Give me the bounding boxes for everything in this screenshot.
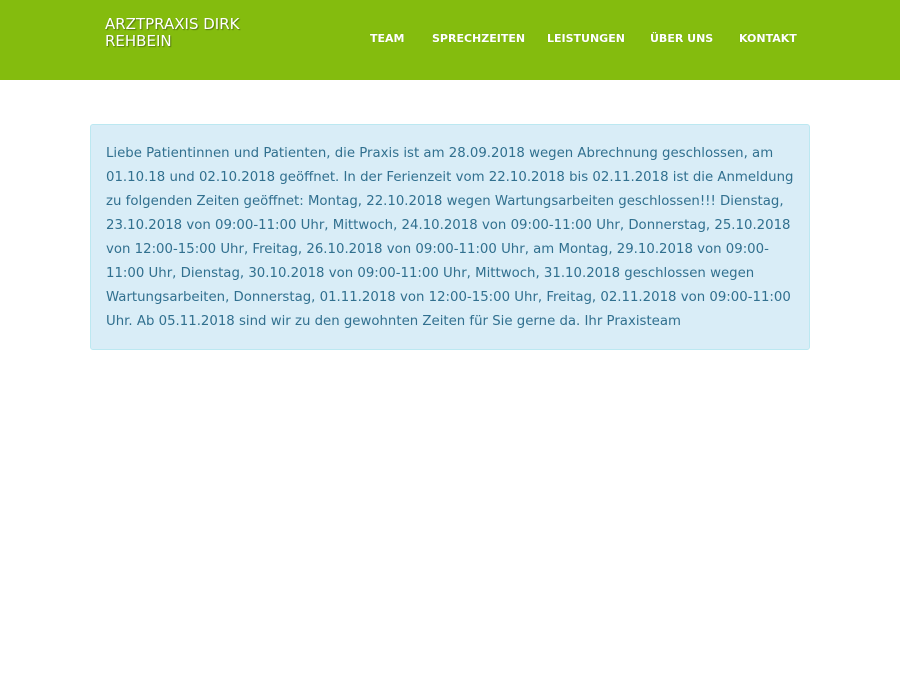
nav-item-ueber-uns[interactable]: ÜBER UNS — [650, 32, 714, 45]
notice-text: Liebe Patientinnen und Patienten, die Praxis ist am 28.09.2018 wegen Abrechnung geschlossen, am 01.10.18 und 02.10.2018 geöffnet. In der Ferienzeit vom 22.10.2018 bis 02.11.2018 ist die Anmeldung zu folgenden Zeiten geöffnet: Montag, 22.10.2018 wegen Wartungsarbeiten geschlossen!!! Dienstag, 23.10.2018 von 09:00-11:00 Uhr, Mittwoch, 24.10.2018 von 09:00-11:00 Uhr, Donnerstag, 25.10.2018 von 12:00-15:00 Uhr, Freitag, 26.10.2018 von 09:00-11:00 Uhr, am Montag, 29.10.2018 von 09:00-11:00 Uhr, Dienstag, 30.10.2018 von 09:00-11:00 Uhr, Mittwoch, 31.10.2018 geschlossen wegen Wartungsarbeiten, Donnerstag, 01.11.2018 von 12:00-15:00 Uhr, Freitag, 02.11.2018 von 09:00-11:00 Uhr. Ab 05.11.2018 sind wir zu den gewohnten Zeiten für Sie gerne da. Ihr Praxisteam — [106, 146, 794, 329]
nav-item-team[interactable]: TEAM — [370, 32, 405, 45]
nav-item-kontakt[interactable]: KONTAKT — [739, 32, 797, 45]
nav-item-leistungen[interactable]: LEISTUNGEN — [547, 32, 625, 45]
top-navbar — [0, 0, 900, 80]
nav-item-sprechzeiten[interactable]: SPRECHZEITEN — [432, 32, 526, 45]
notice-alert — [90, 124, 810, 350]
brand-link[interactable]: ARZTPRAXIS DIRK REHBEIN — [105, 15, 240, 50]
